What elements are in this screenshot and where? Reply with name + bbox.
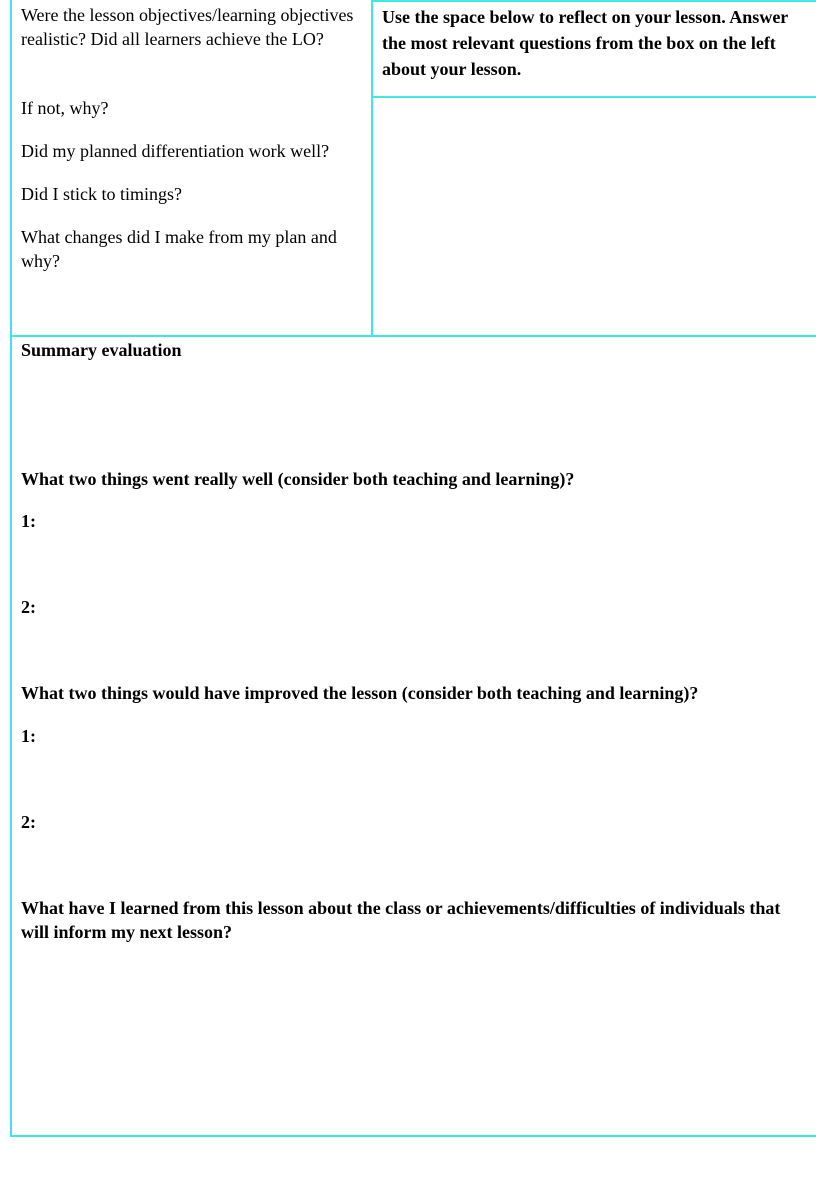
went-well-item-2: 2: [21, 597, 36, 617]
reflection-answer-area[interactable] [373, 98, 816, 335]
improved-item-1: 1: [21, 726, 36, 746]
improved-question: What two things would have improved the lesson (consider both teaching and learning)? [21, 683, 699, 703]
reflection-instructions: Use the space below to reflect on your lesson. Answer the most relevant questions from the box on the left about your lesson. [382, 7, 788, 79]
question-objectives: Were the lesson objectives/learning objectives realistic? Did all learners achieve the LO? [21, 5, 354, 49]
border-top-right [371, 0, 816, 2]
question-timings: Did I stick to timings? [21, 184, 182, 204]
question-if-not-why: If not, why? [21, 98, 109, 118]
border-bottom [10, 1135, 816, 1137]
question-changes: What changes did I make from my plan and why? [21, 227, 337, 271]
border-reflection-bottom [10, 335, 816, 337]
summary-title: Summary evaluation [21, 340, 182, 360]
question-differentiation: Did my planned differentiation work well? [21, 141, 330, 161]
learned-question: What have I learned from this lesson about the class or achievements/difficulties of individuals that will inform my next lesson? [21, 898, 781, 942]
border-left [10, 0, 12, 1137]
improved-item-2: 2: [21, 812, 36, 832]
went-well-question: What two things went really well (consider both teaching and learning)? [21, 469, 575, 489]
went-well-item-1: 1: [21, 511, 36, 531]
